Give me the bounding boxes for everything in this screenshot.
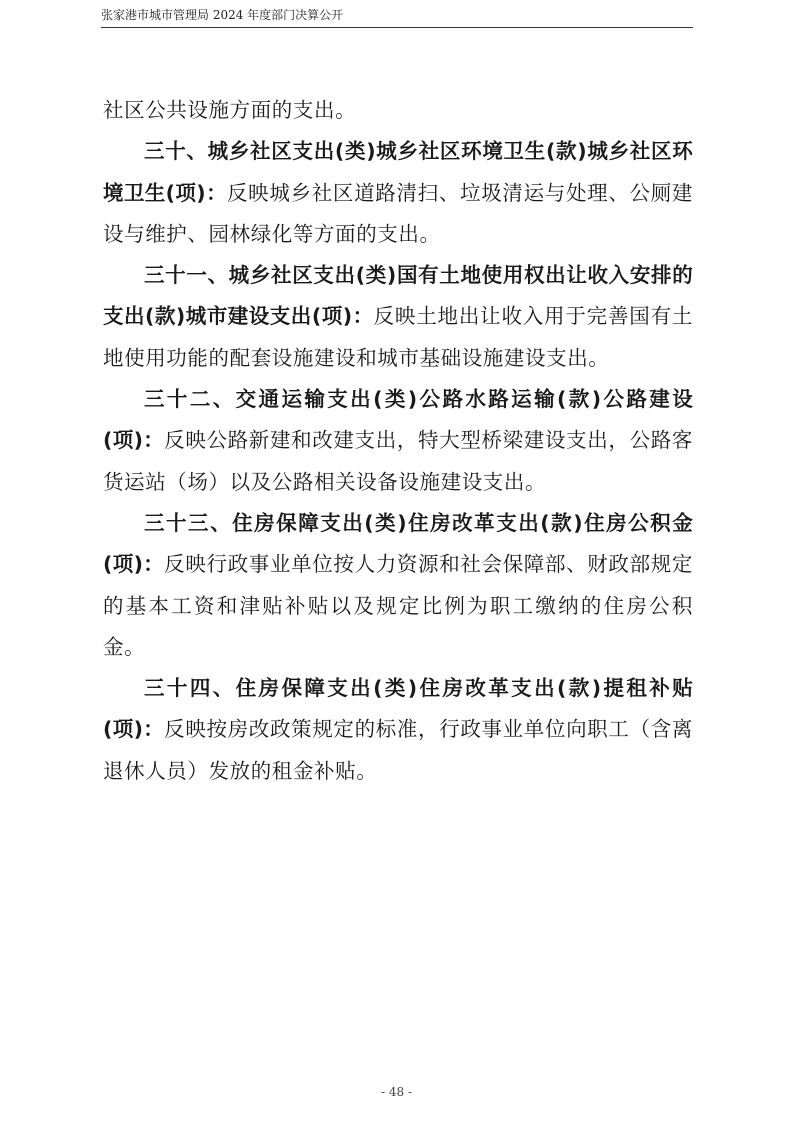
- item-description: 反映公路新建和改建支出，特大型桥梁建设支出，公路客货运站（场）以及公路相关设备设施建设支出。: [103, 428, 693, 494]
- item-paragraph-32: [103, 379, 693, 503]
- item-paragraph-30: [103, 131, 693, 255]
- item-paragraph-31: [103, 255, 693, 379]
- item-heading: 三十二、交通运输支出(类)公路水路运输(款)公路建设(项)：: [103, 387, 693, 453]
- item-heading: 三十、城乡社区支出(类)城乡社区环境卫生(款)城乡社区环境卫生(项)：: [103, 139, 693, 205]
- item-paragraph-33: [103, 503, 693, 668]
- item-heading: 三十三、住房保障支出(类)住房改革支出(款)住房公积金(项)：: [103, 510, 693, 577]
- document-body: [103, 90, 693, 792]
- item-description: 反映土地出让收入用于完善国有土地使用功能的配套设施建设和城市基础设施建设支出。: [103, 304, 693, 370]
- item-description: 反映按房改政策规定的标准，行政事业单位向职工（含离退休人员）发放的租金补贴。: [103, 717, 693, 783]
- item-heading: 三十一、城乡社区支出(类)国有土地使用权出让收入安排的支出(款)城市建设支出(项)：: [103, 263, 693, 329]
- page-header: 张家港市城市管理局 2024 年度部门决算公开: [101, 8, 344, 22]
- item-heading: 三十四、住房保障支出(类)住房改革支出(款)提租补贴(项)：: [103, 676, 693, 742]
- item-description: 反映城乡社区道路清扫、垃圾清运与处理、公厕建设与维护、园林绿化等方面的支出。: [103, 180, 693, 246]
- page-number: - 48 -: [380, 1085, 412, 1099]
- item-description: 反映行政事业单位按人力资源和社会保障部、财政部规定的基本工资和津贴补贴以及规定比例为职工缴纳的住房公积金。: [103, 552, 693, 659]
- item-paragraph-34: [103, 668, 693, 792]
- header-divider: [101, 27, 693, 28]
- intro-paragraph: 社区公共设施方面的支出。: [103, 98, 357, 122]
